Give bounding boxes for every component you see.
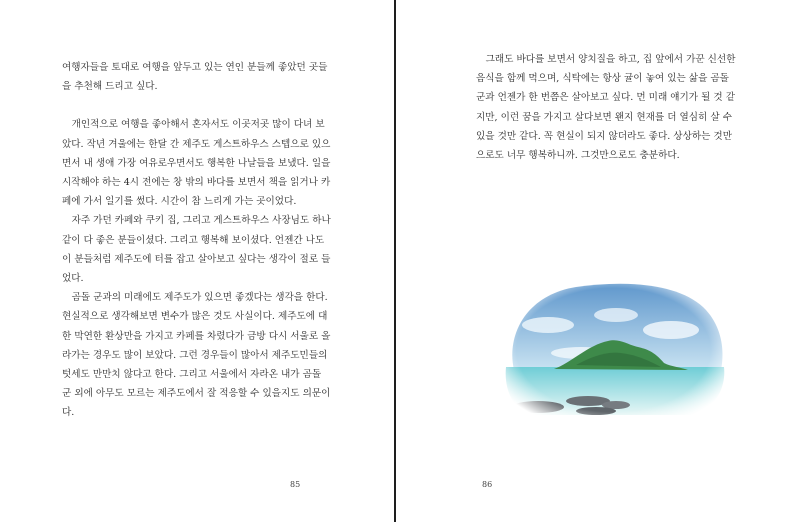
page-number: 86 <box>482 480 493 489</box>
right-page <box>396 0 800 522</box>
page-number: 85 <box>290 480 301 489</box>
island-sea-watercolor-illustration <box>496 275 731 425</box>
right-page-text <box>476 25 738 165</box>
left-page-text <box>62 58 332 423</box>
paragraph: 곰돌 군과의 미래에도 제주도가 있으면 좋겠다는 생각을 한다. 현실적으로 생각해보면 변수가 많은 것도 사실이다. 제주도에 대한 막연한 환상만을 가지고 카페를 차렸다가 금방 다시 서울로 올라가는 경우도 많이 보았다. 그런 경우들이 많아서 제주도민들의 텃세도 만만치 않다고 한다. 그리고 서울에서 자라온 내가 곰돌 군 외에 아무도 모르는 제주도에서 잘 적응할 수 있을지도 의문이다. <box>62 292 331 419</box>
vignette <box>496 275 731 425</box>
paragraph: 자주 가던 카페와 쿠키 집, 그리고 게스트하우스 사장님도 하나같이 다 좋은 분들이셨다. 그리고 행복해 보이셨다. 언젠간 나도 이 분들처럼 제주도에 터를 잡고 살아보고 싶다는 생각이 절로 들었다. <box>62 215 331 285</box>
paragraph: 개인적으로 여행을 좋아해서 혼자서도 이곳저곳 많이 다녀 보았다. 작년 겨울에는 한달 간 제주도 게스트하우스 스텝으로 있으면서 내 생애 가장 여유로우면서도 행복한 나날들을 보냈다. 일을 시작해야 하는 4시 전에는 창 밖의 바다를 보면서 책을 읽거나 카페에 가서 일기를 썼다. 시간이 참 느리게 가는 곳이었다. <box>62 119 331 208</box>
paragraph-gap <box>62 96 332 115</box>
paragraph: 여행자들을 토대로 여행을 앞두고 있는 연인 분들께 좋았던 곳들을 추천해 드리고 싶다. <box>62 62 328 93</box>
paragraph: 그래도 바다를 보면서 양치질을 하고, 집 앞에서 가꾼 신선한 음식을 함께 먹으며, 식탁에는 항상 귤이 놓여 있는 삶을 곰돌 군과 언젠가 한 번쯤은 살아보고 싶다. 먼 미래 얘기가 될 것 같지만, 이런 꿈을 가지고 살다보면 왠지 현재를 더 열심히 살 수 있을 것만 같다. 꼭 현실이 되지 않더라도 좋다. 상상하는 것만으로도 너무 행복하니까. 그것만으로도 충분하다. <box>476 54 736 162</box>
left-page <box>0 0 394 522</box>
